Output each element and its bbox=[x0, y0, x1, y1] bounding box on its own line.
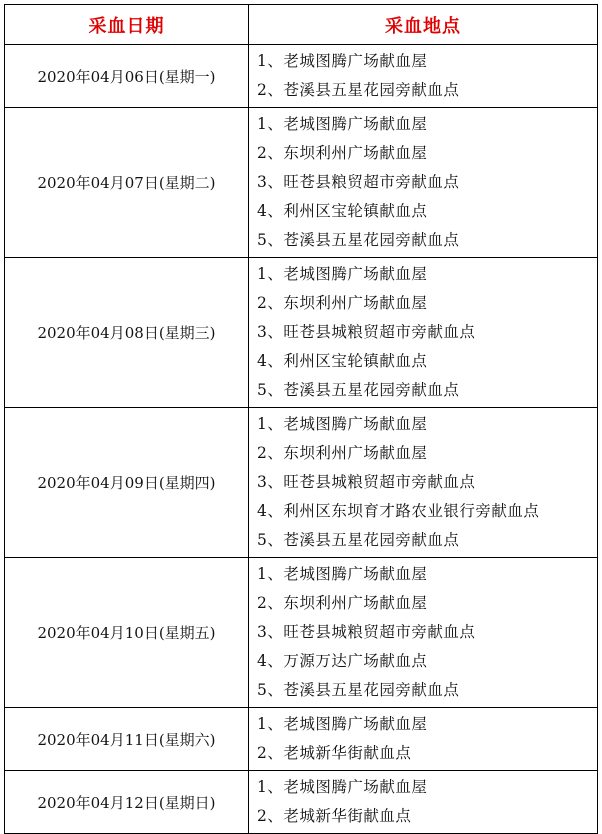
places-cell bbox=[249, 558, 598, 708]
list-item: 5、苍溪县五星花园旁献血点 bbox=[257, 381, 460, 399]
list-item: 5、苍溪县五星花园旁献血点 bbox=[257, 531, 460, 549]
list-item: 2、东坝利州广场献血屋 bbox=[257, 444, 428, 462]
places-list bbox=[257, 560, 597, 705]
date-column-header: 采血日期 bbox=[5, 5, 249, 45]
date-cell: 2020年04月07日(星期二) bbox=[5, 108, 249, 258]
list-item: 1、老城图腾广场献血屋 bbox=[257, 415, 428, 433]
list-item: 1、老城图腾广场献血屋 bbox=[257, 115, 428, 133]
places-list bbox=[257, 773, 597, 831]
date-cell: 2020年04月08日(星期三) bbox=[5, 258, 249, 408]
table-row bbox=[5, 45, 598, 108]
places-list bbox=[257, 410, 597, 555]
table-row bbox=[5, 258, 598, 408]
places-list bbox=[257, 47, 597, 105]
list-item: 4、利州区宝轮镇献血点 bbox=[257, 352, 428, 370]
places-cell bbox=[249, 708, 598, 771]
places-list bbox=[257, 110, 597, 255]
date-cell: 2020年04月06日(星期一) bbox=[5, 45, 249, 108]
list-item: 3、旺苍县城粮贸超市旁献血点 bbox=[257, 473, 476, 491]
blood-collection-schedule-table bbox=[4, 4, 598, 834]
places-cell bbox=[249, 45, 598, 108]
places-list bbox=[257, 260, 597, 405]
list-item: 2、老城新华街献血点 bbox=[257, 744, 412, 762]
list-item: 4、利州区东坝育才路农业银行旁献血点 bbox=[257, 502, 540, 520]
list-item: 3、旺苍县城粮贸超市旁献血点 bbox=[257, 323, 476, 341]
places-cell bbox=[249, 408, 598, 558]
list-item: 4、万源万达广场献血点 bbox=[257, 652, 428, 670]
date-cell: 2020年04月09日(星期四) bbox=[5, 408, 249, 558]
table-row bbox=[5, 108, 598, 258]
header-row bbox=[5, 5, 598, 45]
list-item: 1、老城图腾广场献血屋 bbox=[257, 565, 428, 583]
list-item: 1、老城图腾广场献血屋 bbox=[257, 52, 428, 70]
table-row bbox=[5, 558, 598, 708]
list-item: 2、东坝利州广场献血屋 bbox=[257, 594, 428, 612]
places-cell bbox=[249, 771, 598, 834]
places-cell bbox=[249, 108, 598, 258]
table-row bbox=[5, 771, 598, 834]
list-item: 3、旺苍县城粮贸超市旁献血点 bbox=[257, 623, 476, 641]
list-item: 5、苍溪县五星花园旁献血点 bbox=[257, 231, 460, 249]
list-item: 2、东坝利州广场献血屋 bbox=[257, 144, 428, 162]
date-cell: 2020年04月12日(星期日) bbox=[5, 771, 249, 834]
date-cell: 2020年04月10日(星期五) bbox=[5, 558, 249, 708]
list-item: 2、老城新华街献血点 bbox=[257, 807, 412, 825]
list-item: 3、旺苍县粮贸超市旁献血点 bbox=[257, 173, 460, 191]
list-item: 1、老城图腾广场献血屋 bbox=[257, 715, 428, 733]
list-item: 1、老城图腾广场献血屋 bbox=[257, 778, 428, 796]
list-item: 4、利州区宝轮镇献血点 bbox=[257, 202, 428, 220]
table-row bbox=[5, 708, 598, 771]
list-item: 1、老城图腾广场献血屋 bbox=[257, 265, 428, 283]
list-item: 5、苍溪县五星花园旁献血点 bbox=[257, 681, 460, 699]
date-cell: 2020年04月11日(星期六) bbox=[5, 708, 249, 771]
places-cell bbox=[249, 258, 598, 408]
list-item: 2、苍溪县五星花园旁献血点 bbox=[257, 81, 460, 99]
table-row bbox=[5, 408, 598, 558]
list-item: 2、东坝利州广场献血屋 bbox=[257, 294, 428, 312]
location-column-header: 采血地点 bbox=[249, 5, 598, 45]
places-list bbox=[257, 710, 597, 768]
